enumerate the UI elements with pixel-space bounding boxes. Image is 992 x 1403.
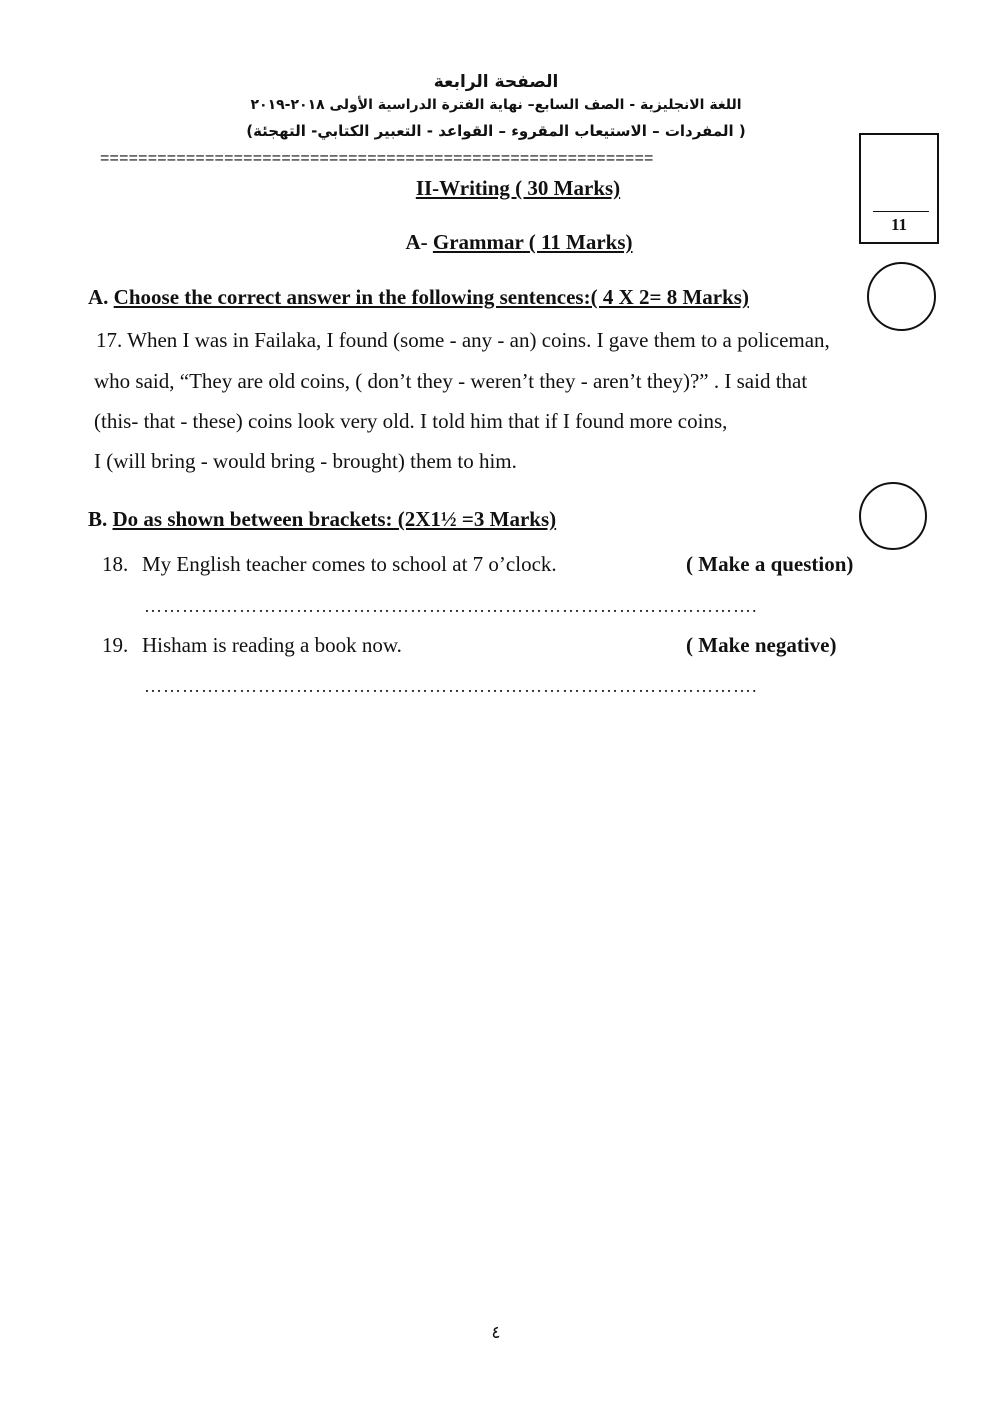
page-number: ٤ [491,1323,501,1343]
score-total: 11 [890,215,908,234]
part-b-heading [88,507,556,532]
part-b-score-circle [859,482,927,550]
question-19-number: 19. [102,633,129,657]
exam-sections-line: ( المفردات – الاستيعاب المقروء – القواعد - التعبير الكتابي- التهجئة) [246,122,746,140]
score-blank-line [873,211,929,212]
question-19-text: Hisham is reading a book now. [142,633,402,657]
part-a-heading [88,285,749,310]
page-heading: الصفحة الرابعة [433,72,559,92]
question-18-direction: ( Make a question) [686,552,854,576]
part-a-score-circle [867,262,936,331]
part-a-line-4: I (will bring - would bring - brought) them to him. [94,449,517,473]
answer-line-18[interactable]: ……………………………………………………………………………………. [144,596,758,616]
part-a-line-1: 17. When I was in Failaka, I found (some - any - an) coins. I gave them to a policeman, [96,328,830,352]
question-19-direction: ( Make negative) [686,633,837,657]
part-a-instruction: Choose the correct answer in the following sentences:( 4 X 2= 8 Marks) [113,285,749,309]
part-a-line-2: who said, “They are old coins, ( don’t they - weren’t they - aren’t they)?” . I said that [94,369,808,393]
section-subtitle-text: Grammar ( 11 Marks) [432,230,633,254]
part-b-letter: B. [88,507,108,531]
part-a-line-3: (this- that - these) coins look very old. I told him that if I found more coins, [94,409,728,433]
exam-subject-line: اللغة الانجليزية - الصف السابع– نهاية الفترة الدراسية الأولى ٢٠١٨-٢٠١٩ [250,97,742,113]
answer-line-19[interactable]: ……………………………………………………………………………………. [144,676,758,696]
part-b-instruction: Do as shown between brackets: (2X1½ =3 Marks) [112,507,557,531]
header-separator: ========================================================== [100,150,654,167]
part-a-letter: A. [88,285,109,309]
section-subtitle [23,230,992,255]
section-title: II-Writing ( 30 Marks) [415,176,621,200]
section-subtitle-prefix: A- [405,230,433,254]
question-18-text: My English teacher comes to school at 7 o’clock. [142,552,557,576]
question-18-number: 18. [102,552,129,576]
